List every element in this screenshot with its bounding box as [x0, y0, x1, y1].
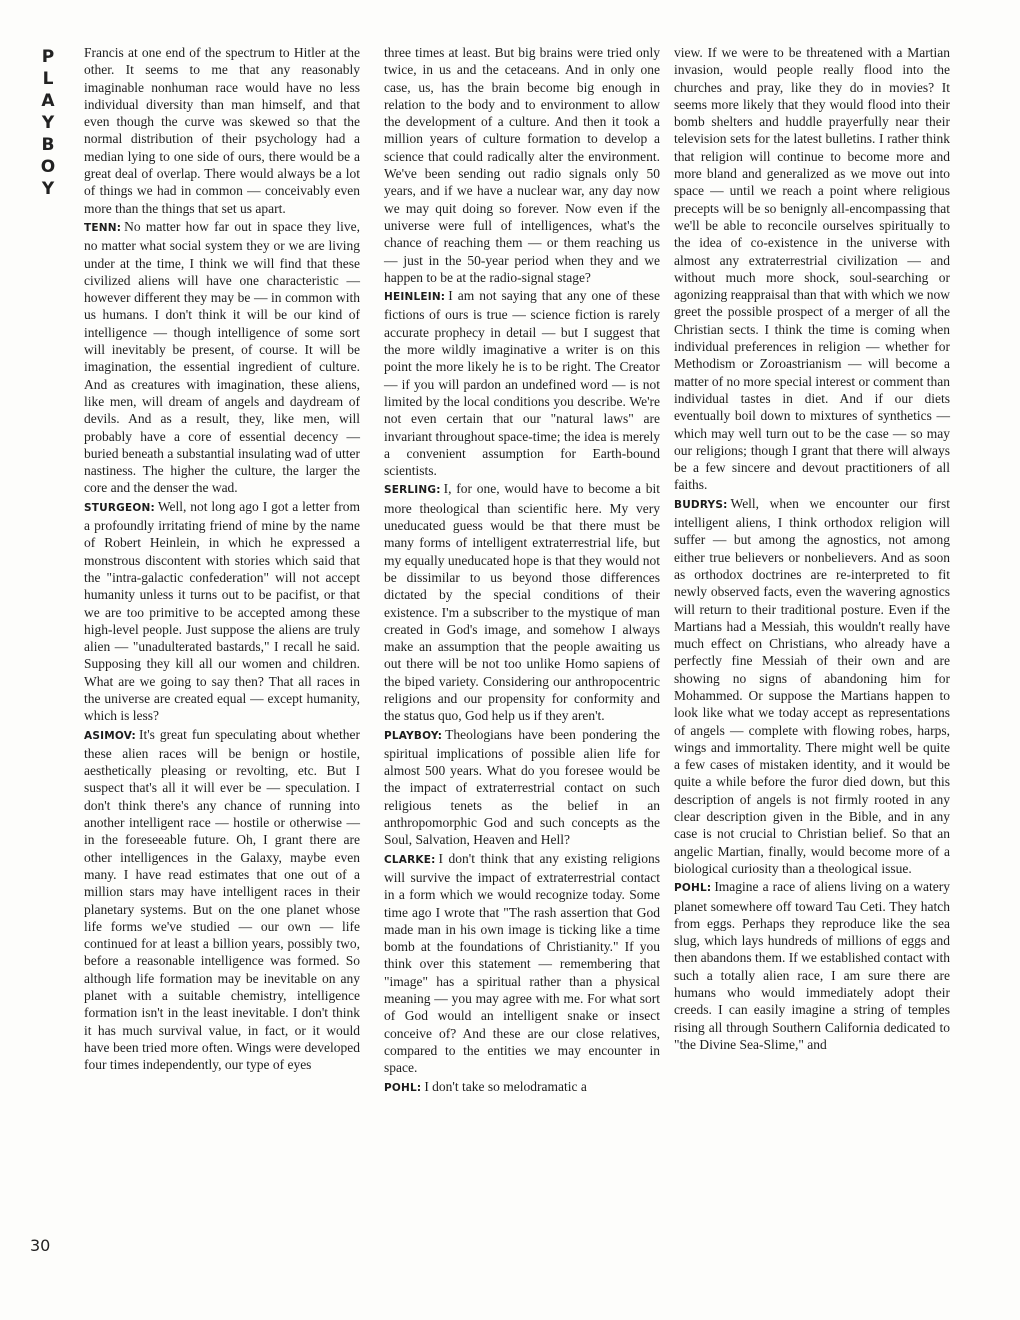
speaker-label: STURGEON:	[84, 501, 155, 514]
paragraph	[384, 44, 660, 286]
paragraph	[674, 878, 950, 1053]
paragraph-text: Theologians have been pondering the spiritual implications of possible alien life for almost 500 years. What do you foresee would be the impact of extraterrestrial contact on such religious tenets as the belief in an anthropomorphic God and such concepts as the Soul, Salvation, Heaven and Hell?	[384, 726, 660, 848]
speaker-label: BUDRYS:	[674, 498, 728, 511]
paragraph	[84, 498, 360, 725]
paragraph	[84, 218, 360, 497]
paragraph-text: three times at least. But big brains were tried only twice, in us and the cetaceans. And in only one case, us, has the brain become big enough in relation to the body and to environment to allow the development of a culture. And then it took a million years of culture formation to develop a science that could radically alter the environment. We've been sending out radio signals only 50 years, and if we have a nuclear war, any day now we may quit doing so forever. Now even if the universe were full of intelligences, what's the chance of reaching them — or them reaching us — just in the 50-year period when they and we happen to be at the radio-signal stage?	[384, 45, 660, 285]
masthead-letter: Y	[41, 113, 55, 133]
paragraph	[384, 287, 660, 479]
paragraph	[84, 726, 360, 1074]
speaker-label: POHL:	[674, 882, 712, 895]
text-column-2	[384, 44, 660, 1097]
paragraph-text: I don't take so melodramatic a	[424, 1078, 587, 1094]
masthead-letter: P	[41, 47, 55, 67]
paragraph	[674, 495, 950, 878]
paragraph-text: Imagine a race of aliens living on a watery planet somewhere off toward Tau Ceti. They hatch from eggs. Perhaps they reproduce like the sea slug, which lays hundreds of millions of eggs and then abandons them. If we established contact with such a totally alien race, I am sure there are humans who would immediately adopt their creeds. I can easily imagine a string of temples rising all through Southern California dedicated to "the Divine Sea-Slime," and	[674, 879, 950, 1052]
speaker-label: PLAYBOY:	[384, 729, 443, 742]
paragraph	[84, 44, 360, 217]
masthead-letter: B	[41, 135, 55, 155]
paragraph-text: It's great fun speculating about whether these alien races will be benign or hostile, aesthetically pleasing or revolting, etc. But I suspect that's all it will ever be — speculation. I don't think there's any chance of running into another intelligent race — hostile or otherwise — in the foreseeable future. Oh, I grant there are other intelligences in the Galaxy, maybe even many. I have read estimates that one out of a million stars may have intelligent races in their planetary systems. But on the one planet whose life forms we've studied — our own — life continued for at least a billion years, possibly two, before a reasonable intelligence was formed. So although life formation may be inevitable on any planet with a suitable chemistry, intelligence formation isn't in the least inevitable. I don't think it has much survival value, in fact, or it would have been tried more often. Wings were developed four times independently, our type of eyes	[84, 726, 360, 1073]
paragraph-text: view. If we were to be threatened with a Martian invasion, would people really flood into the churches and pray, like they do in movies? It seems more likely that they would flood into their bomb shelters and huddle prayerfully near their television sets for the latest bulletins. I rather think that religion will continue to become more and more bland and generalized as we move out into space — until we reach a point where religious precepts will be so benignly all-encompassing that we'll be able to reconcile ourselves spiritually to the idea of co-existence in the universe with almost any extraterrestrial civilization — and without much more shock, soul-searching or agonizing reappraisal than that with which we now greet the possible prospect of a merger of all the Christian sects. I think the time is coming when individual preferences in religion — whether for Methodism or Zoroastrianism — will become a matter of no more special interest or comment than individual tastes in diet. And if our diets eventually boil down to mixtures of synthetics — which may well turn out to be the case — so may our religions; though I grant that there will always be a few sincere and devout practitioners of all faiths.	[674, 45, 950, 493]
paragraph	[384, 726, 660, 849]
paragraph-text: I, for one, would have to become a bit more theological than scientific here. My very uneducated guess would be that there must be many forms of intelligent extraterrestrial life, but my equally uneducated hope is that they would not be dissimilar to us beyond those differences dictated by the special conditions of their existence. I'm a subscriber to the mystique of man created in God's image, and somehow I always make an assumption that the people awaiting us out there will be not too unlike Homo sapiens of the biped variety. Considering our anthropocentric religions and our propensity for conformity and the status quo, God help us if they aren't.	[384, 481, 660, 724]
page-number: 30	[30, 1236, 51, 1255]
text-column-1	[84, 44, 360, 1074]
paragraph-text: Francis at one end of the spectrum to Hitler at the other. It seems to me that any reasonably imaginable nonhuman race would have no less individual diversity than man himself, and that even though the curve was skewed so that the normal distribution of their psychology had a median lying to one side of ours, there would be a great deal of overlap. There would always be a lot of things we had in common — conceivably even more than the things that set us apart.	[84, 45, 360, 216]
speaker-label: SERLING:	[384, 484, 441, 497]
paragraph	[674, 44, 950, 494]
text-column-3	[674, 44, 950, 1053]
masthead-letter: A	[41, 91, 55, 111]
paragraph	[384, 1078, 660, 1097]
paragraph-text: Well, when we encounter our first intelligent aliens, I think orthodox religion will suffer — but among the agnostics, not among either true believers or nonbelievers. And as soon as orthodox doctrines are re-interpreted to fit newly observed facts, even the wavering agnostics will return to their traditional posture. Even if the Martians had a Messiah, this wouldn't really have much effect on Christians, who already have a perfectly fine Messiah of their own and are showing no signs of abandoning him for Mohammed. Or suppose the Martians happen to look like what we today accept as representations of angels — complete with flowing robes, harps, wings and immortality. There might well be quite a few cases of mistaken identity, and it would be quite a while before the furor died down, but this description of angels is not firmly rooted in any clear description given in the Bible, and in any case is not crucial to Christian belief. So that an angelic Martian, finally, would become more of a biological curiosity than a theological issue.	[674, 495, 950, 876]
masthead-letter: Y	[41, 179, 55, 199]
paragraph-text: I am not saying that any one of these fictions of ours is true — science fiction is rarely accurate prophecy in detail — but I suggest that the more wildly imaginative a writer is on this point the more likely he is to be right. The Creator — if you will pardon an undefined word — is not limited by the local conditions you describe. We're not even certain that our "natural laws" are invariant throughout space-time; the idea is merely a convenient assumption for Earth-bound scientists.	[384, 288, 660, 479]
paragraph	[384, 480, 660, 724]
speaker-label: POHL:	[384, 1081, 422, 1094]
paragraph-text: I don't think that any existing religions will survive the impact of extraterrestrial contact in a form which we would recognize today. Some time ago I wrote that "The rash assertion that God made man in his own image is ticking like a time bomb at the foundations of Christianity." If you think over this statement — remembering that "image" has a spiritual rather than a physical meaning — you may agree with me. For what sort of God would an intelligent snake or insect conceive of? And these are our close relatives, compared to the entities we may encounter in space.	[384, 850, 660, 1076]
speaker-label: CLARKE:	[384, 853, 436, 866]
masthead	[30, 46, 66, 200]
masthead-letter: O	[40, 157, 56, 177]
masthead-letter: L	[42, 69, 54, 89]
speaker-label: TENN:	[84, 221, 122, 234]
speaker-label: HEINLEIN:	[384, 291, 446, 304]
speaker-label: ASIMOV:	[84, 729, 136, 742]
paragraph-text: No matter how far out in space they live, no matter what social system they or we are living under at the time, I think we will find that these civilized aliens will have one characteristic — however different they may be — in common with us humans. I don't think it will be our kind of intelligence — though intelligence of some sort will inevitably be present, of course. It will be imagination, the essential ingredient of culture. And as creatures with imagination, these aliens, like men, will dream of angels and daydream of devils. And as a result, they, like men, will probably have a core of essential decency — buried beneath a substantial insulating wad of utter nastiness. The higher the culture, the larger the core and the denser the wad.	[84, 218, 360, 496]
paragraph	[384, 850, 660, 1077]
paragraph-text: Well, not long ago I got a letter from a profoundly irritating friend of mine by the name of Robert Heinlein, in which he expressed a monstrous discontent with stories which said that the "intra-galactic confederation" will not accept humanity unless it turns out to be pacifist, or that we are too primitive to be accepted among these high-level people. Just suppose the aliens are truly alien — "unadulterated bastards," I recall he said. Supposing they kill all our women and children. What are we going to say then? That all races in the universe are created equal — except humanity, which is less?	[84, 498, 360, 724]
